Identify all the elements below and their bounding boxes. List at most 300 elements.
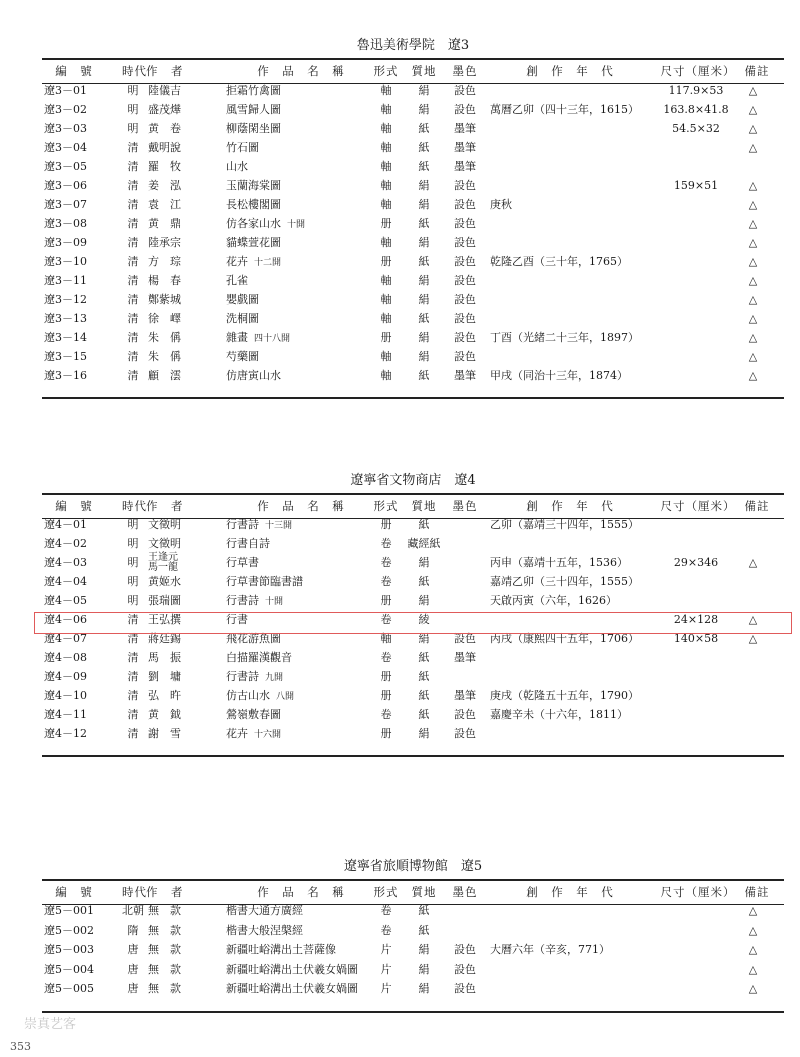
cell-ink: 設色 [454,274,476,287]
table-row [42,347,784,366]
cell-author: 羅 牧 [148,160,181,173]
cell-remark: △ [748,943,758,957]
table-row [42,648,784,667]
cell-form: 軸 [380,160,392,173]
cell-form: 册 [380,518,392,531]
cell-form: 册 [380,689,392,702]
cell-size: 29×346 [673,556,719,569]
cell-id: 遼3－12 [44,293,87,306]
table-row [42,979,784,998]
table-row [42,214,784,233]
top-rule [42,58,784,60]
cell-ink: 設色 [454,331,476,344]
table-header [42,497,784,516]
cell-dynasty: 清 [127,651,139,664]
cell-dynasty: 清 [127,670,139,683]
table-row [42,290,784,309]
work-title: 花卉 [226,727,248,740]
cell-dynasty: 明 [127,518,139,531]
cell-form: 册 [380,670,392,683]
header-material: 質地 [411,885,437,899]
cell-remark: △ [748,274,758,287]
cell-remark: △ [748,312,758,325]
cell-id: 遼5－004 [44,962,94,976]
cell-work [226,553,366,572]
cell-dynasty: 明 [127,103,139,116]
header-form: 形式 [373,499,399,513]
cell-remark: △ [748,904,758,917]
header-ink: 墨色 [452,885,478,899]
header-material: 質地 [411,499,437,513]
cell-size: 159×51 [673,179,719,192]
cell-author: 文徵明 [148,518,181,531]
cell-remark: △ [748,198,758,211]
cell-id: 遼3－14 [44,331,87,344]
work-title: 嬰戲圖 [226,293,259,306]
table-row [42,328,784,347]
header-ink: 墨色 [452,64,478,78]
cell-date: 丁酉（光緒二十三年，1897） [490,331,639,344]
cell-form: 卷 [380,923,392,937]
cell-material: 紙 [418,575,430,588]
cell-work [226,195,366,214]
cell-dynasty: 唐 [127,982,139,996]
cell-form: 軸 [380,236,392,249]
cell-ink: 墨筆 [454,651,476,664]
cell-author: 顧 澐 [148,369,181,382]
work-title: 新疆吐峪溝出土伏羲女媧圖 [226,962,358,976]
work-title: 仿古山水 [226,689,270,702]
cell-date: 嘉靖乙卯（三十四年，1555） [490,575,639,588]
work-note: 十開 [265,597,284,607]
cell-author: 馬 振 [148,651,181,664]
cell-author: 朱 偁 [148,331,181,344]
cell-remark: △ [748,556,758,569]
work-title: 行草書 [226,556,259,569]
table-row [42,940,784,959]
cell-size: 140×58 [673,632,719,645]
work-title: 行書詩 [226,518,259,531]
work-title: 山水 [226,160,248,173]
cell-size: 117.9×53 [668,84,724,97]
cell-dynasty: 明 [127,537,139,550]
highlight-box-row-liao4-05 [34,612,792,634]
work-note: 十二開 [254,258,282,268]
cell-dynasty: 清 [127,312,139,325]
cell-form: 軸 [380,293,392,306]
catalog-section [42,855,784,1019]
cell-dynasty: 清 [127,613,139,626]
cell-date: 嘉慶辛未（十六年，1811） [490,708,628,721]
cell-author [148,553,218,573]
work-title: 飛花游魚圖 [226,632,281,645]
work-title: 楷書大通方廣經 [226,904,303,917]
cell-id: 遼5－001 [44,904,94,917]
cell-id: 遼5－003 [44,943,94,957]
cell-ink: 設色 [454,943,476,957]
cell-material: 藏經紙 [407,537,441,550]
cell-material: 紙 [418,312,430,325]
cell-dynasty: 清 [127,689,139,702]
header-date: 創 作 年 代 [526,64,614,78]
cell-date: 乙卯（嘉靖三十四年，1555） [490,518,639,531]
cell-material: 紙 [418,518,430,531]
cell-form: 册 [380,255,392,268]
cell-dynasty: 北朝 [122,904,144,917]
cell-material: 紙 [418,122,430,135]
cell-material: 絹 [418,236,430,249]
work-title: 花卉 [226,255,248,268]
cell-remark: △ [748,293,758,306]
work-title: 仿唐寅山水 [226,369,281,382]
cell-id: 遼5－002 [44,923,94,937]
cell-dynasty: 清 [127,198,139,211]
cell-author: 徐 嶧 [148,312,181,325]
header-id: 編 號 [55,64,93,78]
cell-remark: △ [748,236,758,249]
cell-form: 卷 [380,575,392,588]
cell-id: 遼4－10 [44,689,87,702]
cell-work [226,100,366,119]
cell-form: 軸 [380,312,392,325]
cell-remark: △ [748,122,758,135]
work-title: 拒霜竹禽圖 [226,84,281,97]
cell-date: 丙戌（康熙四十五年，1706） [490,632,639,645]
cell-ink: 墨筆 [454,689,476,702]
cell-remark: △ [748,350,758,363]
table-row [42,686,784,705]
header-size: 尺寸（厘米） [660,885,736,899]
cell-ink: 墨筆 [454,122,476,135]
cell-date: 庚秋 [490,198,512,211]
header-dynasty: 時代 [122,499,147,513]
cell-form: 片 [380,943,392,957]
header-date: 創 作 年 代 [526,885,614,899]
section-title: 遼寧省旅順博物館 遼5 [343,859,483,874]
cell-ink: 設色 [454,962,476,976]
cell-work [226,138,366,157]
cell-material: 紙 [418,217,430,230]
cell-id: 遼3－04 [44,141,87,154]
cell-dynasty: 明 [127,575,139,588]
cell-material: 紙 [418,160,430,173]
cell-dynasty: 唐 [127,962,139,976]
work-title: 楷書大般涅槃經 [226,923,303,937]
cell-id: 遼4－02 [44,537,87,550]
cell-remark: △ [748,103,758,116]
cell-remark: △ [748,613,758,626]
cell-material: 絹 [418,103,430,116]
work-title: 洗桐圖 [226,312,259,325]
cell-remark: △ [748,84,758,97]
cell-id: 遼4－03 [44,556,87,569]
cell-author: 鄭紫城 [148,293,181,306]
cell-author: 陸儀吉 [148,84,181,97]
cell-id: 遼3－06 [44,179,87,192]
table-row [42,309,784,328]
author-line-2: 馬一龍 [148,562,178,573]
cell-form: 册 [380,727,392,740]
cell-form: 軸 [380,103,392,116]
table-row [42,157,784,176]
cell-ink: 設色 [454,179,476,192]
work-note: 九開 [265,673,284,683]
cell-form: 軸 [380,350,392,363]
work-title: 新疆吐峪溝出土伏羲女媧圖 [226,982,358,996]
cell-remark: △ [748,255,758,268]
cell-material: 絹 [418,962,430,976]
cell-id: 遼3－09 [44,236,87,249]
header-id: 編 號 [55,885,93,899]
table-header [42,883,784,902]
header-work: 作 品 名 稱 [257,499,345,513]
work-title: 長松樓閣圖 [226,198,281,211]
cell-id: 遼3－01 [44,84,87,97]
cell-work [226,724,366,745]
table-row [42,81,784,100]
work-title: 行書詩 [226,594,259,607]
cell-id: 遼4－12 [44,727,87,740]
cell-ink: 設色 [454,632,476,645]
cell-work [226,648,366,667]
cell-id: 遼4－05 [44,594,87,607]
cell-author: 王弘撰 [148,613,181,626]
work-title: 白描羅漢觀音 [226,651,292,664]
table-row [42,534,784,553]
cell-work [226,940,366,959]
cell-work [226,901,366,920]
cell-form: 册 [380,594,392,607]
cell-form: 軸 [380,632,392,645]
table-row [42,195,784,214]
cell-author: 黄 卷 [148,122,181,135]
cell-dynasty: 清 [127,331,139,344]
header-work: 作 品 名 稱 [257,885,345,899]
cell-id: 遼3－08 [44,217,87,230]
cell-dynasty: 清 [127,293,139,306]
table-row [42,515,784,534]
cell-work [226,233,366,252]
cell-work [226,176,366,195]
header-ink: 墨色 [452,499,478,513]
table-row [42,233,784,252]
cell-dynasty: 清 [127,160,139,173]
cell-author: 無 款 [148,982,181,996]
cell-work [226,214,366,235]
cell-remark: △ [748,982,758,996]
cell-ink: 設色 [454,217,476,230]
header-id: 編 號 [55,499,93,513]
cell-author: 姜 泓 [148,179,181,192]
cell-date: 丙申（嘉靖十五年，1536） [490,556,628,569]
cell-material: 絹 [418,632,430,645]
cell-author: 謝 雪 [148,727,181,740]
cell-remark: △ [748,217,758,230]
cell-remark: △ [748,962,758,976]
cell-author: 弘 旿 [148,689,181,702]
cell-author: 張瑞圖 [148,594,181,607]
cell-form: 册 [380,331,392,344]
cell-id: 遼4－04 [44,575,87,588]
cell-dynasty: 隋 [127,923,139,937]
cell-id: 遼4－11 [44,708,87,721]
cell-id: 遼4－07 [44,632,87,645]
header-material: 質地 [411,64,437,78]
cell-ink: 設色 [454,198,476,211]
cell-author: 無 款 [148,923,181,937]
cell-id: 遼3－11 [44,274,87,287]
cell-form: 卷 [380,708,392,721]
section-title: 魯迅美術學院 遼3 [356,38,470,53]
work-title: 貓蝶萱花圖 [226,236,281,249]
cell-material: 絹 [418,594,430,607]
cell-id: 遼3－13 [44,312,87,325]
work-note: 十六開 [254,730,282,740]
cell-remark: △ [748,632,758,645]
cell-ink: 設色 [454,236,476,249]
cell-author: 盛茂燁 [148,103,181,116]
cell-size: 163.8×41.8 [663,103,729,116]
cell-ink: 設色 [454,350,476,363]
header-size: 尺寸（厘米） [660,499,736,513]
work-note: 八開 [276,692,295,702]
cell-id: 遼5－005 [44,982,94,996]
cell-work [226,667,366,688]
work-title: 行草書節臨書譜 [226,575,303,588]
cell-author: 袁 江 [148,198,181,211]
page-number: 353 [10,1040,31,1053]
bottom-rule [42,397,784,399]
cell-material: 紙 [418,689,430,702]
cell-material: 絹 [418,331,430,344]
cell-id: 遼3－07 [44,198,87,211]
cell-form: 卷 [380,904,392,917]
cell-dynasty: 明 [127,594,139,607]
table-row [42,724,784,743]
cell-ink: 設色 [454,255,476,268]
cell-author: 陸承宗 [148,236,181,249]
cell-remark: △ [748,179,758,192]
work-title: 鶯嶺敷春圖 [226,708,281,721]
watermark: 崇真艺客 [24,1017,77,1032]
cell-author: 無 款 [148,943,181,957]
cell-material: 絹 [418,293,430,306]
cell-author: 楊 春 [148,274,181,287]
table-row [42,138,784,157]
header-remark: 備註 [744,885,770,899]
cell-remark: △ [748,141,758,154]
work-title: 芍藥圖 [226,350,259,363]
cell-id: 遼4－01 [44,518,87,531]
cell-work [226,979,366,998]
cell-material: 紙 [418,369,430,382]
table-row [42,960,784,979]
cell-work [226,686,366,707]
cell-dynasty: 清 [127,217,139,230]
cell-dynasty: 清 [127,141,139,154]
cell-dynasty: 明 [127,122,139,135]
cell-material: 絹 [418,943,430,957]
table-row [42,100,784,119]
cell-author: 無 款 [148,962,181,976]
cell-material: 絹 [418,274,430,287]
header-form: 形式 [373,64,399,78]
cell-work [226,271,366,290]
cell-dynasty: 清 [127,179,139,192]
cell-remark: △ [748,923,758,937]
work-title: 行書自詩 [226,537,270,550]
cell-work [226,290,366,309]
table-row [42,176,784,195]
header-author: 作 者 [146,64,184,78]
work-title: 雜畫 [226,331,248,344]
cell-author: 朱 偁 [148,350,181,363]
work-note: 十三開 [265,521,293,531]
cell-author: 方 琮 [148,255,181,268]
table-header [42,62,784,81]
cell-author: 無 款 [148,904,181,917]
cell-material: 絹 [418,179,430,192]
cell-dynasty: 清 [127,632,139,645]
work-title: 風雪歸人圖 [226,103,281,116]
cell-dynasty: 明 [127,84,139,97]
cell-author: 黄 鼎 [148,217,181,230]
cell-form: 卷 [380,613,392,626]
work-title: 孔雀 [226,274,248,287]
header-date: 創 作 年 代 [526,499,614,513]
cell-material: 絹 [418,84,430,97]
cell-form: 軸 [380,84,392,97]
table-row [42,705,784,724]
header-remark: 備註 [744,64,770,78]
header-form: 形式 [373,885,399,899]
cell-form: 軸 [380,198,392,211]
cell-form: 軸 [380,141,392,154]
cell-work [226,119,366,138]
top-rule [42,879,784,881]
cell-id: 遼3－02 [44,103,87,116]
cell-form: 軸 [380,179,392,192]
cell-material: 絹 [418,556,430,569]
cell-dynasty: 清 [127,274,139,287]
table-row [42,667,784,686]
cell-material: 紙 [418,670,430,683]
cell-id: 遼3－10 [44,255,87,268]
cell-author: 黄姬水 [148,575,181,588]
header-dynasty: 時代 [122,885,147,899]
table-row [42,252,784,271]
cell-work [226,309,366,328]
work-note: 四十八開 [254,334,291,344]
cell-form: 卷 [380,537,392,550]
cell-material: 紙 [418,141,430,154]
work-title: 柳蔭閑坐圖 [226,122,281,135]
table-row [42,119,784,138]
cell-dynasty: 清 [127,369,139,382]
cell-work [226,252,366,273]
cell-author: 文徵明 [148,537,181,550]
cell-form: 册 [380,217,392,230]
cell-size: 54.5×32 [672,122,720,135]
header-work: 作 品 名 稱 [257,64,345,78]
cell-author: 黄 鉞 [148,708,181,721]
cell-ink: 墨筆 [454,141,476,154]
header-size: 尺寸（厘米） [660,64,736,78]
cell-work [226,960,366,979]
cell-date: 天啟丙寅（六年，1626） [490,594,617,607]
work-title: 行書詩 [226,670,259,683]
cell-material: 綾 [418,613,430,626]
